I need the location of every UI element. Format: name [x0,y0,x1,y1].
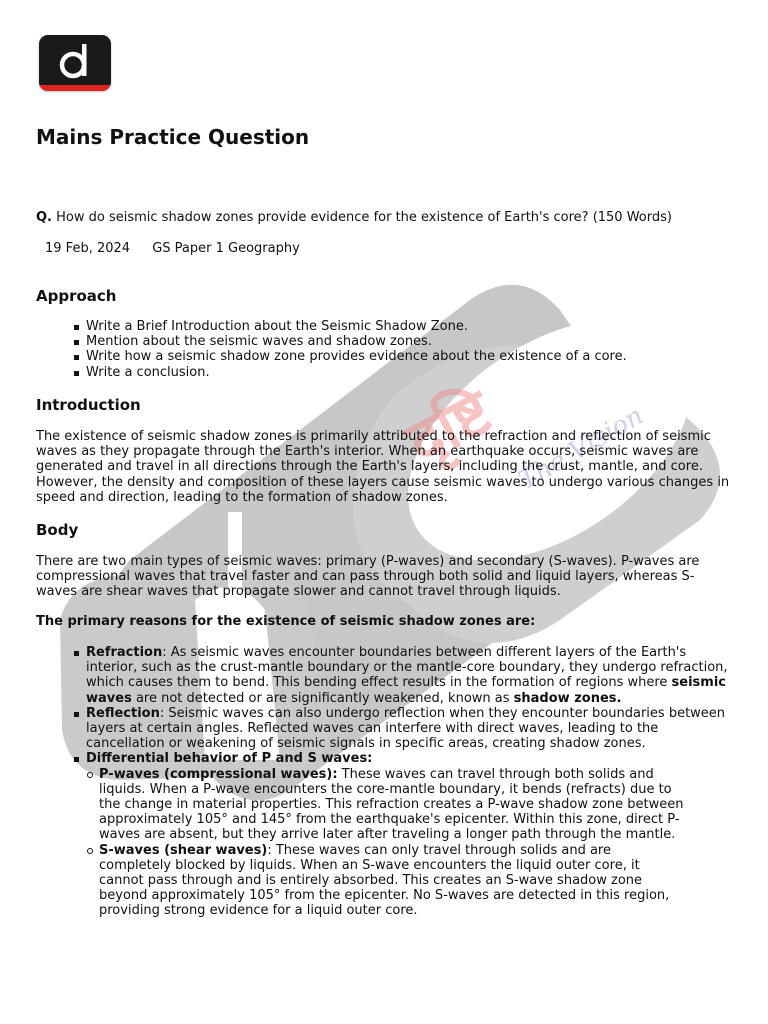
body-heading: Body [36,521,79,539]
introduction-paragraph: The existence of seismic shadow zones is primarily attributed to the refraction and reflection of seismic waves as they propagate through the Earth's interior. When an earthquake occurs, seismic waves are generated and travel in all directions through the Earth's layers, including the crust, mantle, and core. However, the density and composition of these layers cause seismic waves to undergo various changes in speed and direction, leading to the formation of shadow zones. [36,429,730,505]
s-waves-text: : These waves can only travel through solids and are completely blocked by liquids. When an S-wave encounters the liquid outer core, it cannot pass through and is entirely absorbed. This creates an S-wave shadow zone beyond approximately 105° from the epicenter. No S-waves are detected in this region, providing strong evidence for a liquid outer core. [99,842,670,919]
reasons-heading: The primary reasons for the existence of seismic shadow zones are: [36,614,536,629]
page-title: Mains Practice Question [36,125,310,149]
reflection-term: Reflection [86,705,160,721]
brand-logo[interactable] [39,35,111,91]
refraction-term: Refraction [86,645,163,660]
body-paragraph: There are two main types of seismic waves: primary (P-waves) and secondary (S-waves). P-waves are compressional waves that travel faster and can pass through both solid and liquid layers, whereas S-waves are shear waves that propagate slower and cannot travel through liquids. [36,554,700,600]
logo-red-stripe [39,85,111,91]
approach-list [73,319,733,380]
watermark-english-text: The Vision [513,400,649,497]
refraction-bold-seismic-waves: seismic waves [86,675,727,706]
list-item-s-waves [86,843,686,919]
p-waves-term: P-waves (compressional waves): [99,766,338,782]
wave-types-sublist [86,767,686,919]
differential-term: Differential behavior of P and S waves: [86,751,373,767]
list-item-differential [73,751,733,918]
refraction-text-2: are not detected or are significantly weakened, known as [131,690,514,706]
reasons-list [73,645,733,919]
p-waves-text: These waves can travel through both solids and liquids. When a P-wave encounters the core-mantle boundary, it bends (refracts) due to the change in material properties. This refraction creates a P-wave shadow zone between approximately 105° and 145° from the earthquake's epicenter. Within this zone, direct P-waves are absent, but they arrive later after traveling a longer path through the mantle. [99,766,684,843]
refraction-text: : As seismic waves encounter boundaries between different layers of the Earth's interior, such as the crust-mantle boundary or the mantle-core boundary, they undergo refraction, which causes them to bend. This bending effect results in the formation of regions where [86,645,728,691]
list-item: Write a Brief Introduction about the Seismic Shadow Zone. [73,319,733,334]
question-meta [45,240,300,257]
question-date: 19 Feb, 2024 [45,241,131,256]
approach-heading: Approach [36,287,117,305]
list-item-p-waves [86,767,686,843]
list-item: Write a conclusion. [73,365,733,380]
question-text [36,209,736,226]
introduction-heading: Introduction [36,396,141,414]
s-waves-term: S-waves (shear waves) [99,842,268,858]
list-item: Mention about the seismic waves and shadow zones. [73,334,733,349]
question-paper: GS Paper 1 Geography [152,241,300,256]
watermark-hindi-text: दृष्टि [394,374,504,480]
reflection-text: : Seismic waves can also undergo reflection when they encounter boundaries between layers at certain angles. Reflected waves can interfere with direct waves, leading to the cancellation or weakening of seismic signals in specific areas, creating shadow zones. [86,705,726,752]
refraction-bold-shadow-zones: shadow zones. [513,690,622,706]
list-item-refraction [73,645,733,706]
question-prefix: Q. [36,210,52,225]
question-body: How do seismic shadow zones provide evidence for the existence of Earth's core? (150 Words) [52,210,672,225]
letter-d-icon [39,35,111,91]
list-item-reflection [73,706,733,752]
list-item: Write how a seismic shadow zone provides evidence about the existence of a core. [73,349,733,364]
